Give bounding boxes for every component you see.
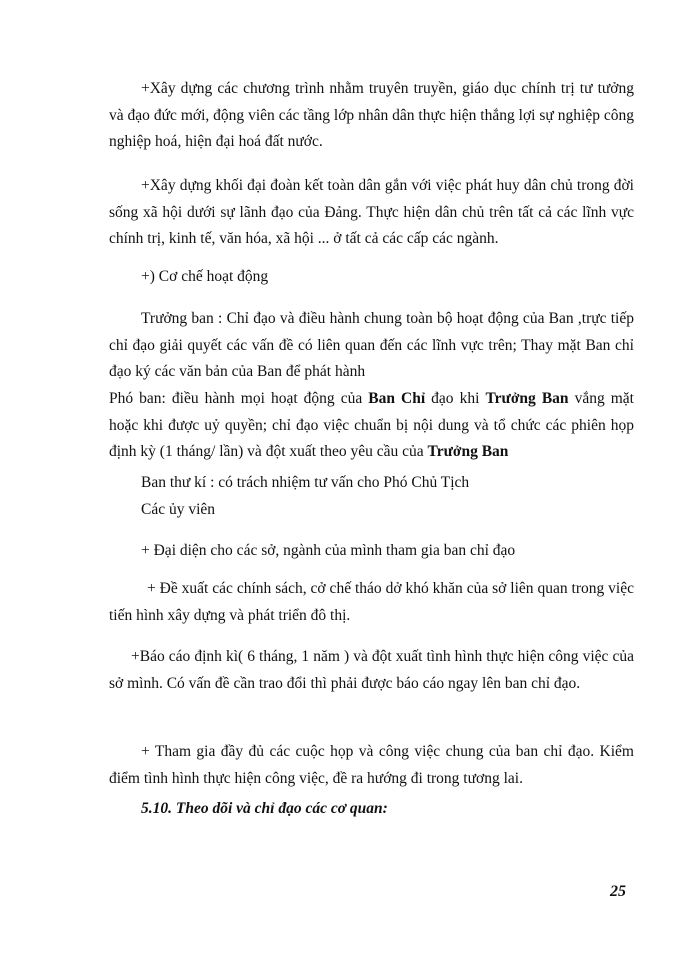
paragraph-deputy-head [109,386,634,466]
paragraph-propose: + Đề xuất các chính sách, cở chế tháo dở khó khăn của sở liên quan trong việc tiến hình xây dựng và phát triển đô thị. [109,580,634,624]
paragraph-represent: + Đại diện cho các sở, ngành của mình tham gia ban chỉ đạo [141,542,516,559]
paragraph-propaganda: +Xây dựng các chương trình nhằm truyên truyền, giáo dục chính trị tư tưởng và đạo đức mới, động viên các tầng lớp nhân dân thực hiện thắng lợi sự nghiệp công nghiệp hoá, hiện đại hoá đất nước. [109,80,634,150]
paragraph-participate: + Tham gia đầy đủ các cuộc họp và công việc chung của ban chỉ đạo. Kiểm điểm tình hình thực hiện công việc, đề ra hướng đi trong tương lai. [109,743,634,787]
deputy-bold-3: Trưởng Ban [427,443,509,460]
paragraph-secretariat: Ban thư kí : có trách nhiệm tư vấn cho Phó Chủ Tịch [141,474,470,491]
paragraph-members: Các ủy viên [141,501,216,518]
deputy-text-1: Phó ban: điều hành mọi hoạt động của [109,390,369,407]
paragraph-mechanism-title: +) Cơ chế hoạt động [141,268,269,285]
paragraph-head-of-board: Trưởng ban : Chỉ đạo và điều hành chung toàn bộ hoạt động của Ban ,trực tiếp chỉ đạo giải quyết các vấn đề có liên quan đến các lĩnh vực trên; Thay mặt Ban chỉ đạo ký các văn bản của Ban để phát hành [109,310,634,380]
paragraph-report: +Báo cáo định kì( 6 tháng, 1 năm ) và đột xuất tình hình thực hiện công việc của sở mình. Có vấn đề cần trao đổi thì phải được báo cáo ngay lên ban chỉ đạo. [109,648,634,692]
deputy-bold-2: Trưởng Ban [485,390,569,407]
paragraph-unity-bloc: +Xây dựng khối đại đoàn kết toàn dân gắn với việc phát huy dân chủ trong đời sống xã hội dưới sự lãnh đạo của Đảng. Thực hiện dân chủ trên tất cả các lĩnh vực chính trị, kinh tế, văn hóa, xã hội ... ở tất cả các cấp các ngành. [109,177,634,247]
deputy-text-3: vắng mặt hoặc khi được uỷ quyền; chỉ đạo việc chuẩn bị nội dung và tổ chức các phiên họp định kỳ (1 tháng/ lần) và đột xuất theo yêu cầu của [109,390,634,460]
deputy-text-2: đạo khi [425,390,486,407]
section-heading: 5.10. Theo dõi và chỉ đạo các cơ quan: [141,800,388,817]
page-number: 25 [610,883,626,900]
deputy-bold-1: Ban Chỉ [368,390,426,407]
